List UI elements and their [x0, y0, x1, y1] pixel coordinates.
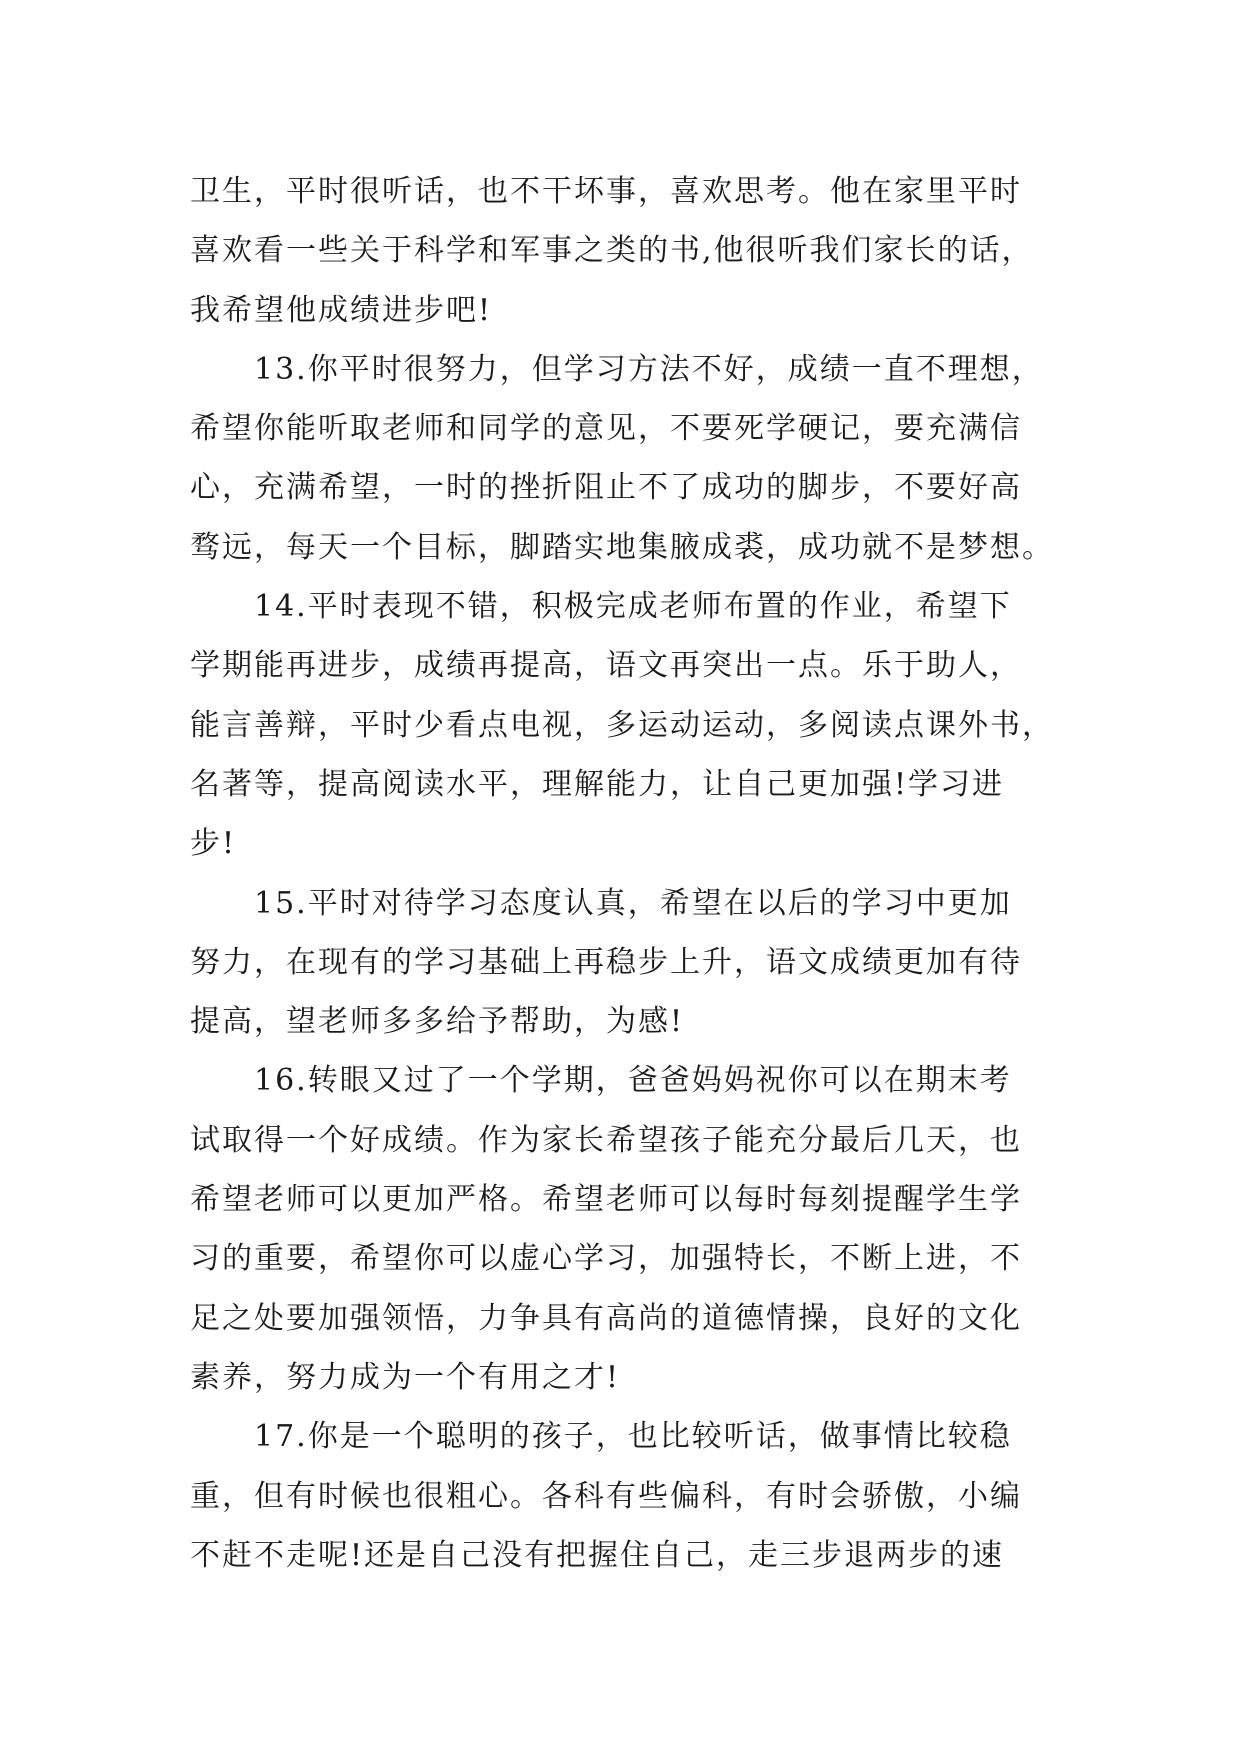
text-line: 我希望他成绩进步吧!	[190, 292, 493, 328]
text-line: 步!	[190, 826, 237, 862]
text-line: 14.平时表现不错，积极完成老师布置的作业，希望下	[254, 589, 1012, 625]
text-line: 学期能再进步，成绩再提高，语文再突出一点。乐于助人，	[190, 648, 1022, 684]
document-body	[190, 162, 1060, 1585]
text-line: 希望你能听取老师和同学的意见，不要死学硬记，要充满信	[190, 411, 1022, 447]
text-line: 名著等，提高阅读水平，理解能力，让自己更加强!学习进	[190, 766, 1005, 802]
text-line: 13.你平时很努力，但学习方法不好，成绩一直不理想，	[254, 351, 1044, 387]
text-line: 试取得一个好成绩。作为家长希望孩子能充分最后几天，也	[190, 1122, 1022, 1158]
text-line: 15.平时对待学习态度认真，希望在以后的学习中更加	[254, 885, 1012, 921]
text-line: 足之处要加强领悟，力争具有高尚的道德情操，良好的文化	[190, 1300, 1022, 1336]
text-line: 重，但有时候也很粗心。各科有些偏科，有时会骄傲，小编	[190, 1478, 1022, 1514]
text-line: 能言善辩，平时少看点电视，多运动运动，多阅读点课外书，	[190, 707, 1054, 743]
text-line: 习的重要，希望你可以虚心学习，加强特长，不断上进，不	[190, 1241, 1022, 1277]
text-line: 喜欢看一些关于科学和军事之类的书,他很听我们家长的话，	[190, 233, 1034, 269]
text-line: 心，充满希望，一时的挫折阻止不了成功的脚步，不要好高	[190, 470, 1022, 506]
text-line: 骛远，每天一个目标，脚踏实地集腋成裘，成功就不是梦想。	[190, 529, 1054, 565]
text-line: 提高，望老师多多给予帮助，为感!	[190, 1004, 685, 1040]
text-line: 17.你是一个聪明的孩子，也比较听话，做事情比较稳	[254, 1419, 1012, 1455]
text-line: 卫生，平时很听话，也不干坏事，喜欢思考。他在家里平时	[190, 174, 1022, 209]
text-line: 努力，在现有的学习基础上再稳步上升，语文成绩更加有待	[190, 944, 1022, 980]
text-line: 不赶不走呢!还是自己没有把握住自己，走三步退两步的速	[190, 1537, 1005, 1573]
text-line: 16.转眼又过了一个学期，爸爸妈妈祝你可以在期末考	[254, 1063, 1012, 1099]
text-line: 希望老师可以更加严格。希望老师可以每时每刻提醒学生学	[190, 1182, 1022, 1218]
text-line: 素养，努力成为一个有用之才!	[190, 1359, 621, 1395]
